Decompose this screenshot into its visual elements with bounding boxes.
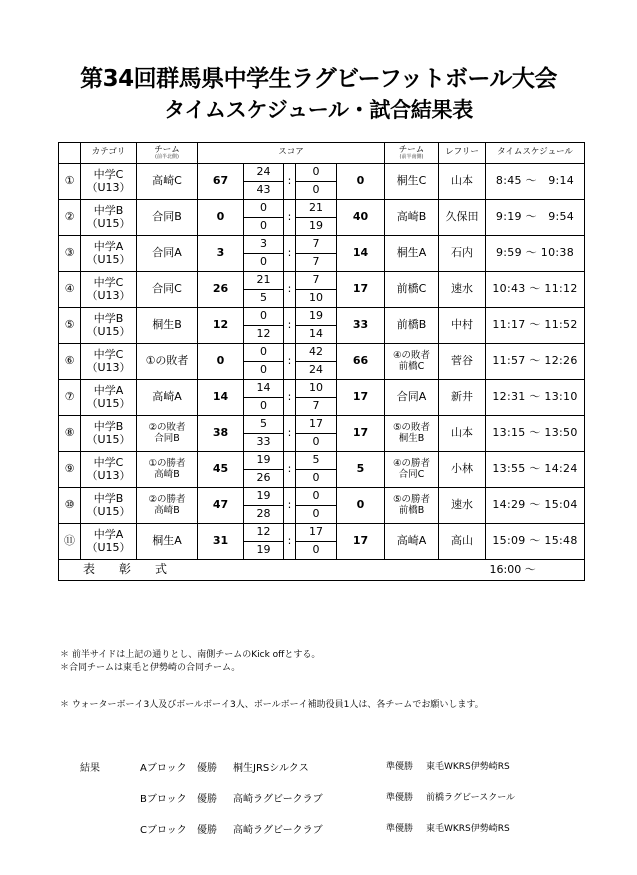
total-score-left: 0	[198, 200, 244, 236]
category-label: 中学A	[93, 383, 124, 397]
referee: 速水	[439, 272, 486, 308]
first-half-score-left: 0	[244, 308, 284, 326]
total-score-right: 17	[337, 272, 385, 308]
team-right-name: ⑤の勝者	[392, 493, 431, 505]
first-half-score-right: 17	[296, 416, 337, 434]
score-separator: :	[284, 344, 296, 380]
match-category	[81, 272, 137, 308]
second-half-score-left: 33	[244, 434, 284, 452]
header-team-left-label: チーム	[154, 144, 180, 155]
second-half-score-left: 0	[244, 398, 284, 416]
team-right-name: 前橋C	[396, 282, 427, 296]
second-half-score-right: 14	[296, 326, 337, 344]
category-label: 中学A	[93, 527, 124, 541]
total-score-right: 17	[337, 380, 385, 416]
runner-up-name: 東毛WKRS伊勢崎RS	[426, 824, 510, 834]
team-left	[137, 308, 198, 344]
team-right	[385, 272, 439, 308]
category-label: 中学B	[93, 203, 124, 217]
winner-name: 高崎ラグビークラブ	[233, 825, 323, 836]
time-slot: 15:09 ～ 15:48	[486, 524, 585, 560]
first-half-score-right: 0	[296, 488, 337, 506]
team-left	[137, 524, 198, 560]
referee: 久保田	[439, 200, 486, 236]
second-half-score-left: 0	[244, 362, 284, 380]
total-score-left: 38	[198, 416, 244, 452]
match-number: ⑤	[59, 308, 81, 344]
category-age: （U15）	[86, 540, 131, 554]
team-left	[137, 344, 198, 380]
header-team-left-sub: (前半北側)	[155, 154, 179, 161]
total-score-left: 45	[198, 452, 244, 488]
time-slot: 9:59 ～ 10:38	[486, 236, 585, 272]
category-age: （U13）	[86, 468, 131, 482]
second-half-score-left: 12	[244, 326, 284, 344]
second-half-score-left: 43	[244, 182, 284, 200]
total-score-left: 26	[198, 272, 244, 308]
match-row	[59, 200, 585, 218]
first-half-score-right: 7	[296, 236, 337, 254]
first-half-score-left: 0	[244, 200, 284, 218]
category-age: （U15）	[86, 396, 131, 410]
winner-name: 桐生JRSシルクス	[233, 763, 309, 774]
match-number: ⑧	[59, 416, 81, 452]
match-number: ⑨	[59, 452, 81, 488]
match-category	[81, 200, 137, 236]
awards-label: 表 彰 式	[59, 560, 486, 581]
category-age: （U15）	[86, 504, 131, 518]
team-right	[385, 488, 439, 524]
team-right	[385, 200, 439, 236]
match-row	[59, 236, 585, 254]
match-category	[81, 488, 137, 524]
second-half-score-left: 28	[244, 506, 284, 524]
category-label: 中学C	[93, 347, 124, 361]
note-line: ＊合同チームは東毛と伊勢崎の合同チーム。	[60, 663, 241, 673]
block-name: Bブロック	[140, 794, 187, 805]
page-subtitle: タイムスケジュール・試合結果表	[164, 98, 473, 122]
header-referee: レフリー	[439, 143, 486, 164]
team-left	[137, 488, 198, 524]
score-separator: :	[284, 200, 296, 236]
category-age: （U13）	[86, 180, 131, 194]
first-half-score-right: 17	[296, 524, 337, 542]
total-score-right: 14	[337, 236, 385, 272]
team-right-name: 桐生B	[398, 432, 425, 444]
block-name: Aブロック	[140, 763, 187, 774]
runner-up-name: 東毛WKRS伊勢崎RS	[426, 762, 510, 772]
first-half-score-left: 14	[244, 380, 284, 398]
score-separator: :	[284, 380, 296, 416]
results-label: 結果	[80, 763, 100, 774]
category-label: 中学C	[93, 167, 124, 181]
total-score-left: 31	[198, 524, 244, 560]
time-slot: 13:15 ～ 13:50	[486, 416, 585, 452]
team-right-name: 前橋B	[396, 318, 427, 332]
header-no	[59, 143, 81, 164]
match-row	[59, 452, 585, 470]
total-score-left: 0	[198, 344, 244, 380]
team-right-name: 高崎A	[396, 534, 427, 548]
total-score-right: 17	[337, 416, 385, 452]
team-right-name: 高崎B	[396, 210, 427, 224]
first-half-score-right: 0	[296, 164, 337, 182]
first-half-score-left: 19	[244, 452, 284, 470]
total-score-left: 14	[198, 380, 244, 416]
score-separator: :	[284, 308, 296, 344]
time-slot: 10:43 ～ 11:12	[486, 272, 585, 308]
referee: 中村	[439, 308, 486, 344]
time-slot: 8:45 ～ 9:14	[486, 164, 585, 200]
referee: 高山	[439, 524, 486, 560]
match-number: ③	[59, 236, 81, 272]
awards-row	[59, 560, 585, 581]
match-number: ⑪	[59, 524, 81, 560]
referee: 菅谷	[439, 344, 486, 380]
second-half-score-right: 0	[296, 506, 337, 524]
team-right-name: 前橋C	[398, 360, 425, 372]
team-right	[385, 236, 439, 272]
team-left-name: 合同A	[152, 246, 182, 260]
team-left-name: 高崎B	[154, 468, 180, 480]
team-left-name: ①の勝者	[148, 457, 186, 469]
team-left-name: ①の敗者	[145, 354, 189, 368]
match-category	[81, 452, 137, 488]
team-left	[137, 452, 198, 488]
time-slot: 11:57 ～ 12:26	[486, 344, 585, 380]
match-number: ⑥	[59, 344, 81, 380]
runner-up-label: 準優勝	[386, 824, 414, 834]
match-row	[59, 272, 585, 290]
score-separator: :	[284, 524, 296, 560]
second-half-score-right: 10	[296, 290, 337, 308]
score-separator: :	[284, 164, 296, 200]
category-label: 中学A	[93, 239, 124, 253]
match-row	[59, 380, 585, 398]
page-title: 第34回群馬県中学生ラグビーフットボール大会	[80, 66, 557, 92]
first-half-score-left: 21	[244, 272, 284, 290]
total-score-right: 5	[337, 452, 385, 488]
referee: 速水	[439, 488, 486, 524]
category-age: （U13）	[86, 288, 131, 302]
first-half-score-left: 19	[244, 488, 284, 506]
first-half-score-left: 0	[244, 344, 284, 362]
team-left-name: 桐生B	[152, 318, 182, 332]
match-category	[81, 380, 137, 416]
match-row	[59, 308, 585, 326]
total-score-right: 40	[337, 200, 385, 236]
header-score: スコア	[198, 143, 385, 164]
category-label: 中学B	[93, 311, 124, 325]
category-label: 中学C	[93, 275, 124, 289]
team-left-name: ②の勝者	[148, 493, 186, 505]
score-separator: :	[284, 416, 296, 452]
match-row	[59, 524, 585, 542]
team-right	[385, 524, 439, 560]
total-score-right: 0	[337, 164, 385, 200]
team-right-name: ⑤の敗者	[392, 421, 431, 433]
schedule-table	[58, 142, 585, 581]
first-half-score-right: 5	[296, 452, 337, 470]
match-category	[81, 344, 137, 380]
match-row	[59, 416, 585, 434]
winner-name: 高崎ラグビークラブ	[233, 794, 323, 805]
referee: 山本	[439, 164, 486, 200]
score-separator: :	[284, 452, 296, 488]
team-left-name: 合同B	[154, 432, 180, 444]
total-score-right: 0	[337, 488, 385, 524]
team-left-name: 桐生A	[152, 534, 182, 548]
match-row	[59, 344, 585, 362]
team-left	[137, 380, 198, 416]
second-half-score-right: 0	[296, 542, 337, 560]
second-half-score-left: 19	[244, 542, 284, 560]
winner-label: 優勝	[197, 794, 217, 805]
category-age: （U15）	[86, 216, 131, 230]
winner-label: 優勝	[197, 763, 217, 774]
score-separator: :	[284, 488, 296, 524]
team-right-name: ④の敗者	[392, 349, 431, 361]
second-half-score-right: 0	[296, 470, 337, 488]
match-category	[81, 308, 137, 344]
header-schedule: タイムスケジュール	[486, 143, 585, 164]
team-left-name: 合同B	[152, 210, 182, 224]
category-age: （U15）	[86, 252, 131, 266]
team-right	[385, 308, 439, 344]
match-number: ②	[59, 200, 81, 236]
runner-up-label: 準優勝	[386, 793, 414, 803]
note-line: ＊ ウォーターボーイ3人及びボールボーイ3人、ボールボーイ補助役員1人は、各チームでお願いします。	[60, 700, 484, 710]
second-half-score-right: 19	[296, 218, 337, 236]
second-half-score-right: 0	[296, 182, 337, 200]
referee: 山本	[439, 416, 486, 452]
team-left-name: ②の敗者	[148, 421, 186, 433]
first-half-score-right: 21	[296, 200, 337, 218]
team-right	[385, 164, 439, 200]
team-left	[137, 236, 198, 272]
time-slot: 9:19 ～ 9:54	[486, 200, 585, 236]
total-score-left: 47	[198, 488, 244, 524]
second-half-score-left: 0	[244, 254, 284, 272]
total-score-right: 33	[337, 308, 385, 344]
category-label: 中学C	[93, 455, 124, 469]
second-half-score-right: 7	[296, 398, 337, 416]
team-left	[137, 164, 198, 200]
category-label: 中学B	[93, 491, 124, 505]
first-half-score-right: 7	[296, 272, 337, 290]
match-row	[59, 488, 585, 506]
first-half-score-right: 42	[296, 344, 337, 362]
header-team-right	[385, 143, 439, 164]
total-score-right: 17	[337, 524, 385, 560]
match-number: ④	[59, 272, 81, 308]
first-half-score-right: 19	[296, 308, 337, 326]
team-right-name: 桐生C	[396, 174, 427, 188]
match-category	[81, 164, 137, 200]
time-slot: 13:55 ～ 14:24	[486, 452, 585, 488]
second-half-score-left: 26	[244, 470, 284, 488]
second-half-score-right: 24	[296, 362, 337, 380]
second-half-score-right: 7	[296, 254, 337, 272]
first-half-score-left: 12	[244, 524, 284, 542]
time-slot: 11:17 ～ 11:52	[486, 308, 585, 344]
time-slot: 12:31 ～ 13:10	[486, 380, 585, 416]
team-right-name: 桐生A	[396, 246, 427, 260]
second-half-score-right: 0	[296, 434, 337, 452]
team-left-name: 高崎A	[152, 390, 182, 404]
team-left	[137, 416, 198, 452]
team-right	[385, 380, 439, 416]
match-category	[81, 524, 137, 560]
first-half-score-left: 5	[244, 416, 284, 434]
header-team-right-label: チーム	[398, 144, 425, 155]
team-right	[385, 344, 439, 380]
first-half-score-left: 3	[244, 236, 284, 254]
team-right-name: ④の勝者	[392, 457, 431, 469]
header-team-right-sub: (前半南側)	[399, 154, 424, 161]
match-number: ⑩	[59, 488, 81, 524]
team-left	[137, 272, 198, 308]
team-left	[137, 200, 198, 236]
category-label: 中学B	[93, 419, 124, 433]
total-score-left: 12	[198, 308, 244, 344]
second-half-score-left: 5	[244, 290, 284, 308]
table-header-row	[59, 143, 585, 164]
referee: 石内	[439, 236, 486, 272]
total-score-left: 3	[198, 236, 244, 272]
runner-up-name: 前橋ラグビースクール	[426, 793, 516, 803]
total-score-left: 67	[198, 164, 244, 200]
header-team-left	[137, 143, 198, 164]
score-separator: :	[284, 236, 296, 272]
time-slot: 14:29 ～ 15:04	[486, 488, 585, 524]
team-right-name: 合同C	[398, 468, 425, 480]
team-left-name: 合同C	[152, 282, 182, 296]
block-name: Cブロック	[140, 825, 187, 836]
team-left-name: 高崎B	[154, 504, 180, 516]
category-age: （U13）	[86, 360, 131, 374]
referee: 小林	[439, 452, 486, 488]
note-line: ＊ 前半サイドは上記の通りとし、南側チームのKick offとする。	[60, 650, 321, 660]
runner-up-label: 準優勝	[386, 762, 414, 772]
score-separator: :	[284, 272, 296, 308]
header-category: カテゴリ	[81, 143, 137, 164]
team-left-name: 高崎C	[152, 174, 182, 188]
category-age: （U15）	[86, 432, 131, 446]
total-score-right: 66	[337, 344, 385, 380]
match-category	[81, 416, 137, 452]
awards-time: 16:00 ～	[486, 560, 585, 581]
referee: 新井	[439, 380, 486, 416]
category-age: （U15）	[86, 324, 131, 338]
winner-label: 優勝	[197, 825, 217, 836]
match-number: ①	[59, 164, 81, 200]
match-number: ⑦	[59, 380, 81, 416]
team-right-name: 合同A	[396, 390, 427, 404]
team-right	[385, 416, 439, 452]
match-category	[81, 236, 137, 272]
team-right	[385, 452, 439, 488]
first-half-score-left: 24	[244, 164, 284, 182]
second-half-score-left: 0	[244, 218, 284, 236]
match-row	[59, 164, 585, 182]
team-right-name: 前橋B	[398, 504, 425, 516]
first-half-score-right: 10	[296, 380, 337, 398]
